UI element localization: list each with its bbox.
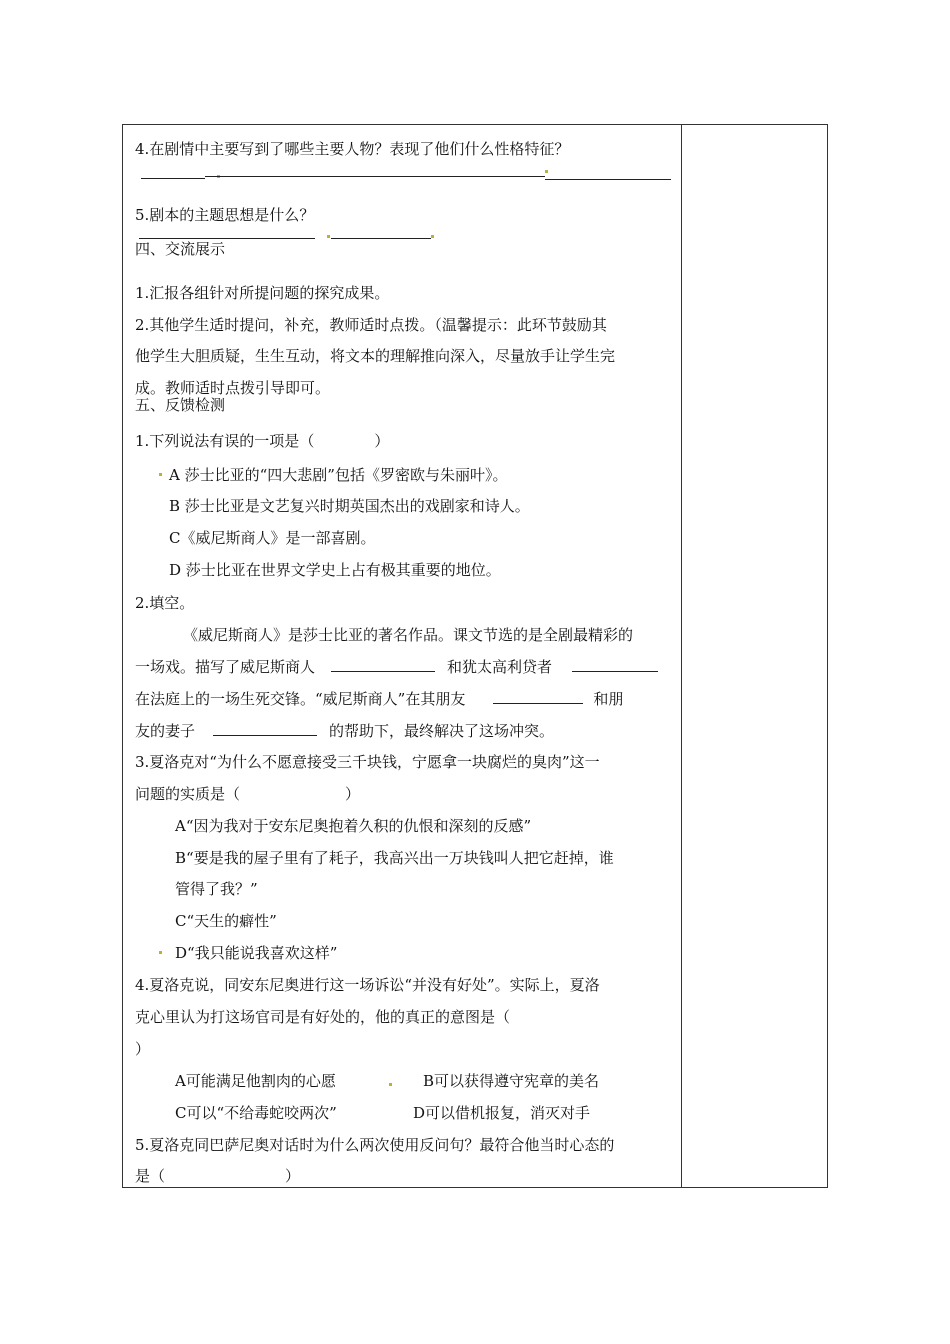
q5-stem-line-2: 是（ ） [135,1167,301,1185]
q2-paragraph-line-4: 友的妻子 的帮助下，最终解决了这场冲突。 [135,722,555,740]
q3-stem-line-1: 3.夏洛克对“为什么不愿意接受三千块钱，宁愿拿一块腐烂的臭肉”这一 [135,753,600,771]
marker-dot [389,1083,392,1086]
q4-stem-line-1: 4.夏洛克说，同安东尼奥进行这一场诉讼“并没有好处”。实际上，夏洛 [135,976,600,994]
q2-paragraph-line-2: 一场戏。描写了威尼斯商人 和犹太高利贷者 [135,657,658,677]
answer-line[interactable] [141,178,205,179]
q4-stem-line-2: 克心里认为打这场官司是有好处的，他的真正的意图是（ [135,1008,511,1026]
q2-paragraph-line-3: 在法庭上的一场生死交锋。“威尼斯商人”在其朋友 和朋 [135,690,624,708]
answer-line[interactable] [205,176,545,177]
blank-friend-name[interactable] [493,689,583,704]
question-5-theme: 5.剧本的主题思想是什么？ [135,206,315,224]
blank-wife-name[interactable] [213,721,317,736]
marker-dot [159,951,162,954]
blank-usurer-name[interactable] [572,657,658,672]
blank-merchant-name[interactable] [331,657,435,672]
q3-option-a: A“因为我对于安东尼奥抱着久积的仇恨和深刻的反感” [175,817,532,835]
q3-option-b: B“要是我的屋子里有了耗子，我高兴出一万块钱叫人把它赶掉，谁 [175,849,614,867]
q4-option-d: D可以借机报复，消灭对手 [413,1104,591,1122]
q4-option-c: C可以“不给毒蛇咬两次” [175,1104,337,1122]
answer-line[interactable] [331,238,431,239]
marker-dot [545,170,548,173]
q3-option-d: D“我只能说我喜欢这样” [175,944,338,962]
q3-stem-line-2: 问题的实质是（ ） [135,785,361,803]
section-4-item-2-line-3: 成。教师适时点拨引导即可。 [135,379,331,397]
q2-stem: 2.填空。 [135,594,195,612]
q5-stem-line-1: 5.夏洛克同巴萨尼奥对话时为什么两次使用反问句？最符合他当时心态的 [135,1136,615,1154]
section-4-item-1: 1.汇报各组针对所提问题的探究成果。 [135,284,390,302]
q1-option-b: B 莎士比亚是文艺复兴时期英国杰出的戏剧家和诗人。 [169,497,530,515]
q2-paragraph-line-1: 《威尼斯商人》是莎士比亚的著名作品。课文节选的是全剧最精彩的 [183,626,634,644]
question-4-characters: 4.在剧情中主要写到了哪些主要人物？表现了他们什么性格特征？ [135,140,570,158]
q3-option-c: C“天生的癖性” [175,912,277,930]
answer-line[interactable] [545,179,671,180]
worksheet-table [122,124,828,1188]
marker-dot [159,473,162,476]
marker-dot [327,235,330,238]
section-4-item-2-line-2: 他学生大胆质疑，生生互动，将文本的理解推向深入，尽量放手让学生完 [135,347,616,365]
q3-option-b-continued: 管得了我？” [175,880,258,898]
q1-option-d: D 莎士比亚在世界文学史上占有极其重要的地位。 [169,561,501,579]
section-4-item-2-line-1: 2.其他学生适时提问，补充，教师适时点拨。（温馨提示：此环节鼓励其 [135,316,607,334]
section-4-heading: 四、交流展示 [135,240,226,258]
q1-stem: 1.下列说法有误的一项是（ ） [135,432,390,450]
q1-option-a: A 莎士比亚的“四大悲剧”包括《罗密欧与朱丽叶》。 [169,466,508,484]
q4-option-a: A可能满足他割肉的心愿 [175,1072,336,1090]
right-notes-column[interactable] [682,125,827,1187]
q1-option-c: C《威尼斯商人》是一部喜剧。 [169,529,376,547]
section-5-heading: 五、反馈检测 [135,396,226,414]
q4-option-b: B可以获得遵守宪章的美名 [423,1072,600,1090]
marker-dot [431,235,434,238]
q4-stem-line-3: ） [135,1040,151,1058]
